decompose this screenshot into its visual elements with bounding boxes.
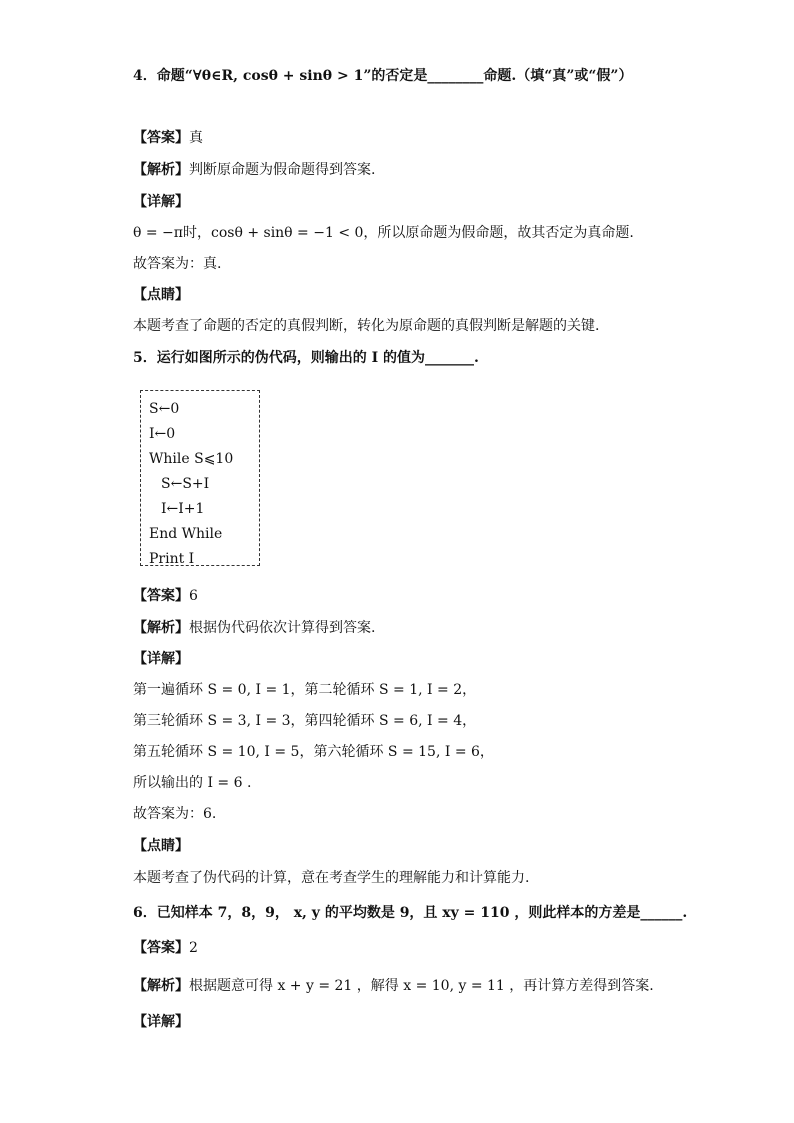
q5-detail-tag: 【详解】	[133, 651, 189, 667]
q6-answer: 2	[189, 940, 198, 956]
code-line: I←I+1	[161, 501, 205, 517]
q6-analysis: 根据题意可得 x + y = 21 ，解得 x = 10, y = 11 ，再计算方差得到答案.	[189, 978, 654, 994]
code-line: S←0	[149, 401, 180, 417]
q5-detail-5: 故答案为：6.	[133, 806, 217, 822]
code-line: I←0	[149, 426, 176, 442]
code-line: Print I	[149, 551, 195, 567]
q5-comment: 本题考查了伪代码的计算，意在考查学生的理解能力和计算能力.	[133, 870, 530, 886]
q5-analysis-line	[133, 618, 375, 638]
q4-analysis-line	[133, 160, 375, 180]
q4-answer-line	[133, 128, 203, 148]
analysis-tag: 【解析】	[133, 162, 189, 178]
q4-comment-tag: 【点睛】	[133, 287, 189, 303]
q6-detail-tag: 【详解】	[133, 1014, 189, 1030]
q5-question: 5．运行如图所示的伪代码，则输出的 I 的值为_______.	[133, 350, 479, 366]
q5-answer-line	[133, 586, 198, 606]
q4-question: 4．命题“∀θ∈R, cosθ + sinθ > 1”的否定是________命题.（填“真”或“假”）	[133, 68, 633, 84]
pseudocode-box	[140, 390, 260, 566]
answer-tag: 【答案】	[133, 940, 189, 956]
code-line: While S⩽10	[149, 451, 234, 467]
code-line: End While	[149, 526, 223, 542]
q6-analysis-line	[133, 976, 654, 996]
answer-tag: 【答案】	[133, 130, 189, 146]
q6-answer-line	[133, 938, 198, 958]
q5-detail-2: 第三轮循环 S = 3, I = 3，第四轮循环 S = 6, I = 4，	[133, 713, 477, 729]
analysis-tag: 【解析】	[133, 978, 189, 994]
q5-detail-3: 第五轮循环 S = 10, I = 5，第六轮循环 S = 15, I = 6，	[133, 744, 494, 760]
code-line: S←S+I	[161, 476, 210, 492]
q4-detail-2: 故答案为：真.	[133, 256, 222, 272]
q5-detail-4: 所以输出的 I = 6 .	[133, 775, 252, 791]
answer-tag: 【答案】	[133, 588, 189, 604]
q5-comment-tag: 【点睛】	[133, 838, 189, 854]
q6-question: 6．已知样本 7，8，9， x, y 的平均数是 9，且 xy = 110 ，则此样本的方差是______.	[133, 905, 688, 921]
q4-comment: 本题考查了命题的否定的真假判断，转化为原命题的真假判断是解题的关键.	[133, 318, 600, 334]
q4-analysis: 判断原命题为假命题得到答案.	[189, 162, 376, 178]
q4-detail-tag: 【详解】	[133, 194, 189, 210]
analysis-tag: 【解析】	[133, 620, 189, 636]
q5-detail-1: 第一遍循环 S = 0, I = 1，第二轮循环 S = 1, I = 2，	[133, 682, 477, 698]
q4-detail-1: θ = −π时，cosθ + sinθ = −1 < 0，所以原命题为假命题，故其否定为真命题.	[133, 225, 634, 241]
q4-answer: 真	[189, 130, 203, 146]
q5-analysis: 根据伪代码依次计算得到答案.	[189, 620, 376, 636]
q5-answer: 6	[189, 588, 198, 604]
